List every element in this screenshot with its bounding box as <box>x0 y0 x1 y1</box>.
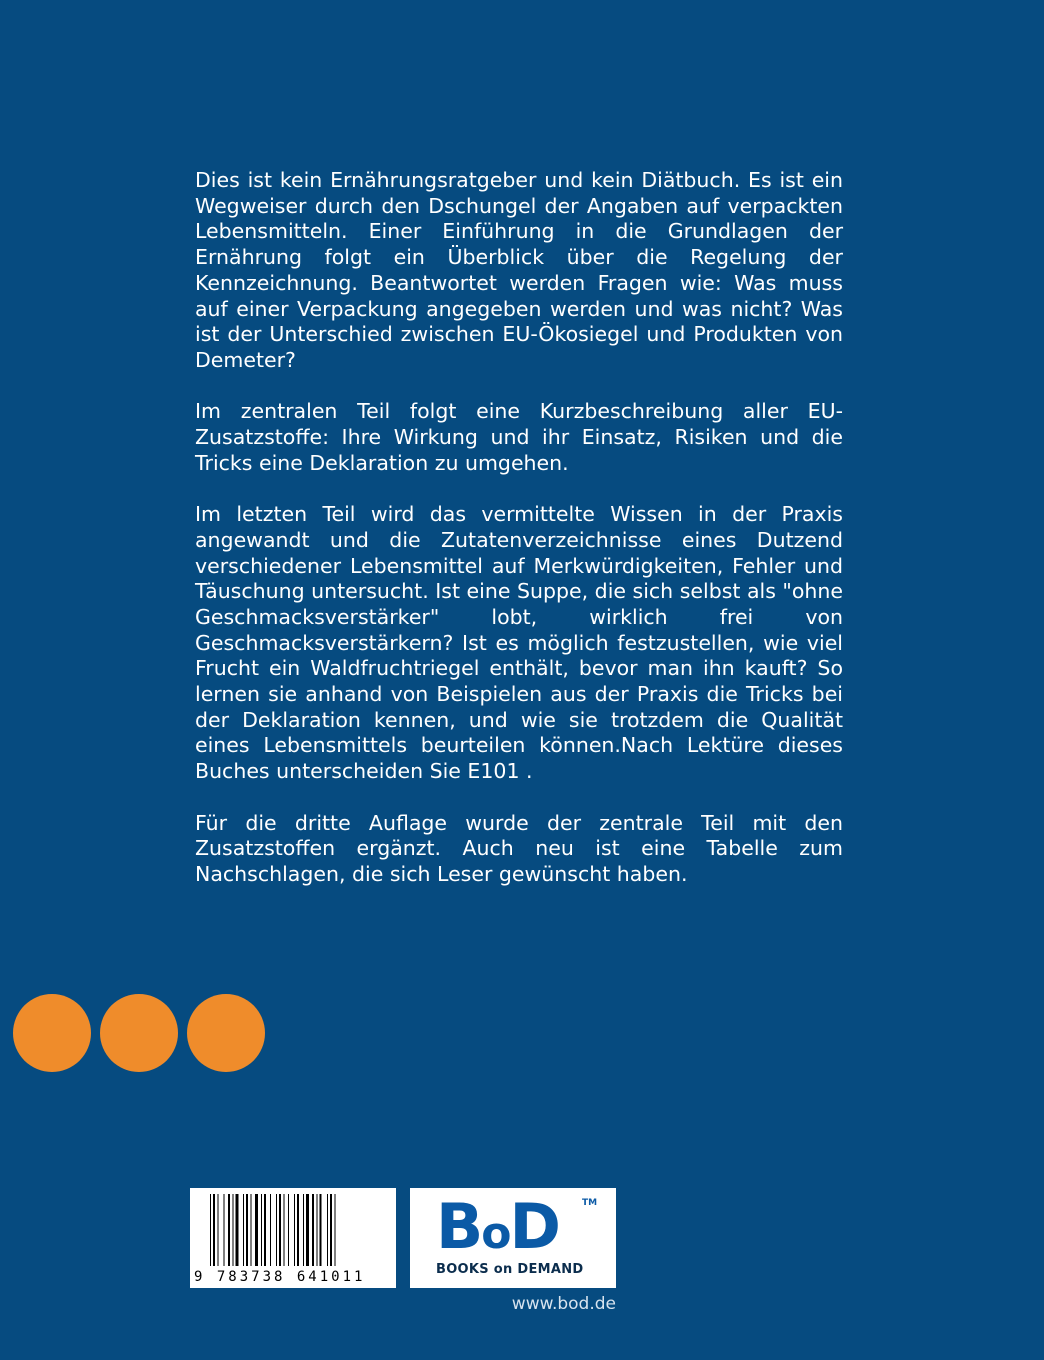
orange-dot-1 <box>13 994 91 1072</box>
logo-letter-o: o <box>481 1208 510 1259</box>
barcode-bars <box>210 1194 380 1266</box>
publisher-url: www.bod.de <box>511 1294 616 1314</box>
back-cover-blurb <box>195 168 843 913</box>
bod-logo <box>436 1190 559 1265</box>
publisher-logo-box <box>410 1188 616 1288</box>
blurb-paragraph-4: Für die dritte Auflage wurde der zentrale Teil mit den Zusatzstoffen ergänzt. Auch neu ist eine Tabelle zum Nachschlagen, die sich Leser gewünscht haben. <box>195 810 843 886</box>
isbn-number: 9 783738 641011 <box>194 1269 366 1285</box>
blurb-paragraph-3: Im letzten Teil wird das vermittelte Wissen in der Praxis angewandt und die Zutatenverzeichnisse eines Dutzend verschiedener Lebensmittel auf Merkwürdigkeiten, Fehler und Täuschung untersucht. Ist eine Suppe, die sich selbst als "ohne Geschmacksverstärker" lobt, wirklich frei von Geschmacksverstärkern? Ist es möglich festzustellen, wie viel Frucht ein Waldfruchtriegel enthält, bevor man ihn kauft? So lernen sie anhand von Beispielen aus der Praxis die Tricks bei der Deklaration kennen, und wie sie trotzdem die Qualität eines Lebensmittels beurteilen können.Nach Lektüre dieses Buches unterscheiden Sie E101 . <box>195 502 843 784</box>
publisher-tagline: BOOKS on DEMAND <box>436 1262 584 1277</box>
logo-letter-d: D <box>509 1190 559 1263</box>
isbn-barcode <box>190 1188 396 1288</box>
orange-dot-3 <box>187 994 265 1072</box>
blurb-paragraph-1: Dies ist kein Ernährungsratgeber und kein Diätbuch. Es ist ein Wegweiser durch den Dschungel der Angaben auf verpackten Lebensmitteln. Einer Einführung in die Grundlagen der Ernährung folgt ein Überblick über die Regelung der Kennzeichnung. Beantwortet werden Fragen wie: Was muss auf einer Verpackung angegeben werden und was nicht? Was ist der Unterschied zwischen EU-Ökosiegel und Produkten von Demeter? <box>195 168 843 372</box>
trademark-mark: TM <box>582 1198 598 1208</box>
blurb-paragraph-2: Im zentralen Teil folgt eine Kurzbeschreibung aller EU-Zusatzstoffe: Ihre Wirkung und ihr Einsatz, Risiken und die Tricks eine Deklaration zu umgehen. <box>195 399 843 475</box>
orange-dot-2 <box>100 994 178 1072</box>
logo-letter-b: B <box>436 1190 482 1263</box>
